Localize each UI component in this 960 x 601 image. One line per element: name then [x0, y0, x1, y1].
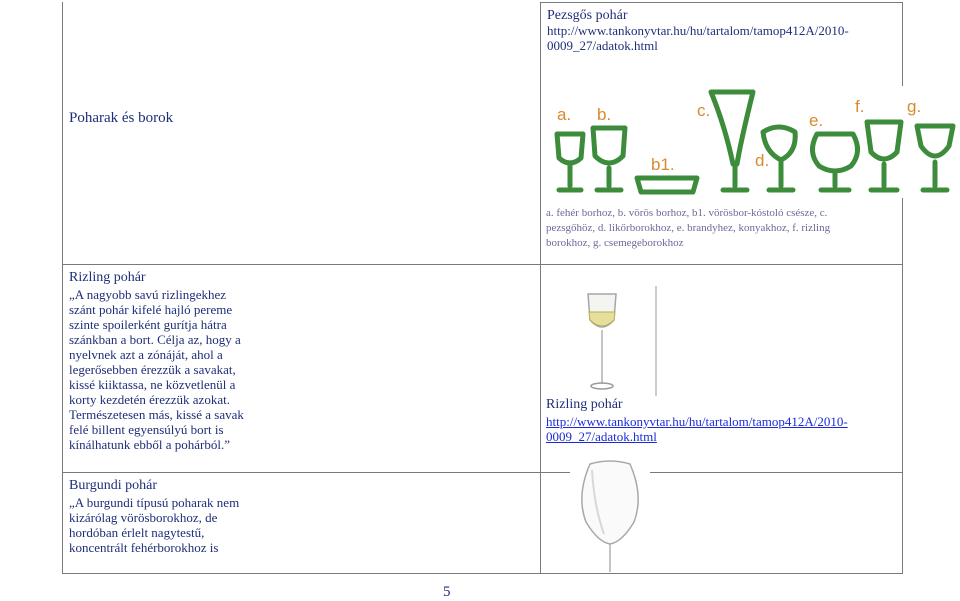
source-url: [547, 23, 897, 53]
rizling-glass-photo: [580, 286, 660, 396]
rizling-source-link-line-2[interactable]: 0009_27/adatok.html: [546, 429, 657, 444]
glass-types-illustration: [545, 86, 959, 198]
glass-label-f: f.: [855, 97, 865, 116]
burgundi-glass-photo: [570, 456, 650, 572]
glass-label-a: a.: [557, 105, 572, 124]
rizling-title: Rizling pohár: [69, 270, 146, 285]
glass-label-b1: b1.: [651, 155, 675, 174]
champagne-glass-title: Pezsgős pohár: [547, 8, 628, 23]
section-heading: Poharak és borok: [69, 110, 174, 126]
burgundi-title: Burgundi pohár: [69, 478, 158, 493]
glass-label-e: e.: [809, 111, 824, 130]
source-url-line-2: 0009_27/adatok.html: [547, 38, 658, 53]
glass-label-d: d.: [755, 151, 770, 170]
table-row-divider-2: [62, 472, 903, 473]
page-number: 5: [443, 584, 451, 600]
burgundi-description: „A burgundi típusú poharak nem kizárólag vörösborokhoz, de hordóban érlelt nagytestű, koncentrált fehérborokhoz is: [69, 495, 240, 555]
table-bottom-border: [62, 573, 903, 574]
rizling-source-link-line-1[interactable]: http://www.tankonyvtar.hu/hu/tartalom/tamop412A/2010-: [546, 414, 848, 429]
table-middle-border: [540, 2, 541, 574]
glass-label-c: c.: [697, 101, 711, 120]
glass-label-b: b.: [597, 105, 612, 124]
glass-label-g: g.: [907, 97, 922, 116]
glass-types-caption: a. fehér borhoz, b. vörös borhoz, b1. vörösbor-kóstoló csésze, c. pezsgőhöz, d. likőrborokhoz, e. brandyhez, konyakhoz, f. rizling borokhoz, g. csemegeborokhoz: [546, 207, 831, 249]
table-left-border: [62, 2, 63, 574]
source-url-line-1: http://www.tankonyvtar.hu/hu/tartalom/tamop412A/2010-: [547, 23, 849, 38]
rizling-description: „A nagyobb savú rizlingekhez szánt pohár kifelé hajló pereme szinte spoilerként gurítja hátra szánkban a bort. Célja az, hogy a nyelvnek azt a zónáját, ahol a legerősebben érezzük a savakat, kissé kiiktassa, ne közvetlenül a korty kezdetén érezzük azokat. Természetesen más, kissé a savak felé billent egyensúlyú bort is kínálhatunk ebből a pohárból.”: [69, 287, 244, 452]
table-row-divider-1: [62, 264, 903, 265]
table-top-border: [540, 2, 902, 3]
rizling-photo-title: Rizling pohár: [546, 397, 623, 412]
rizling-photo-source[interactable]: [546, 414, 898, 444]
